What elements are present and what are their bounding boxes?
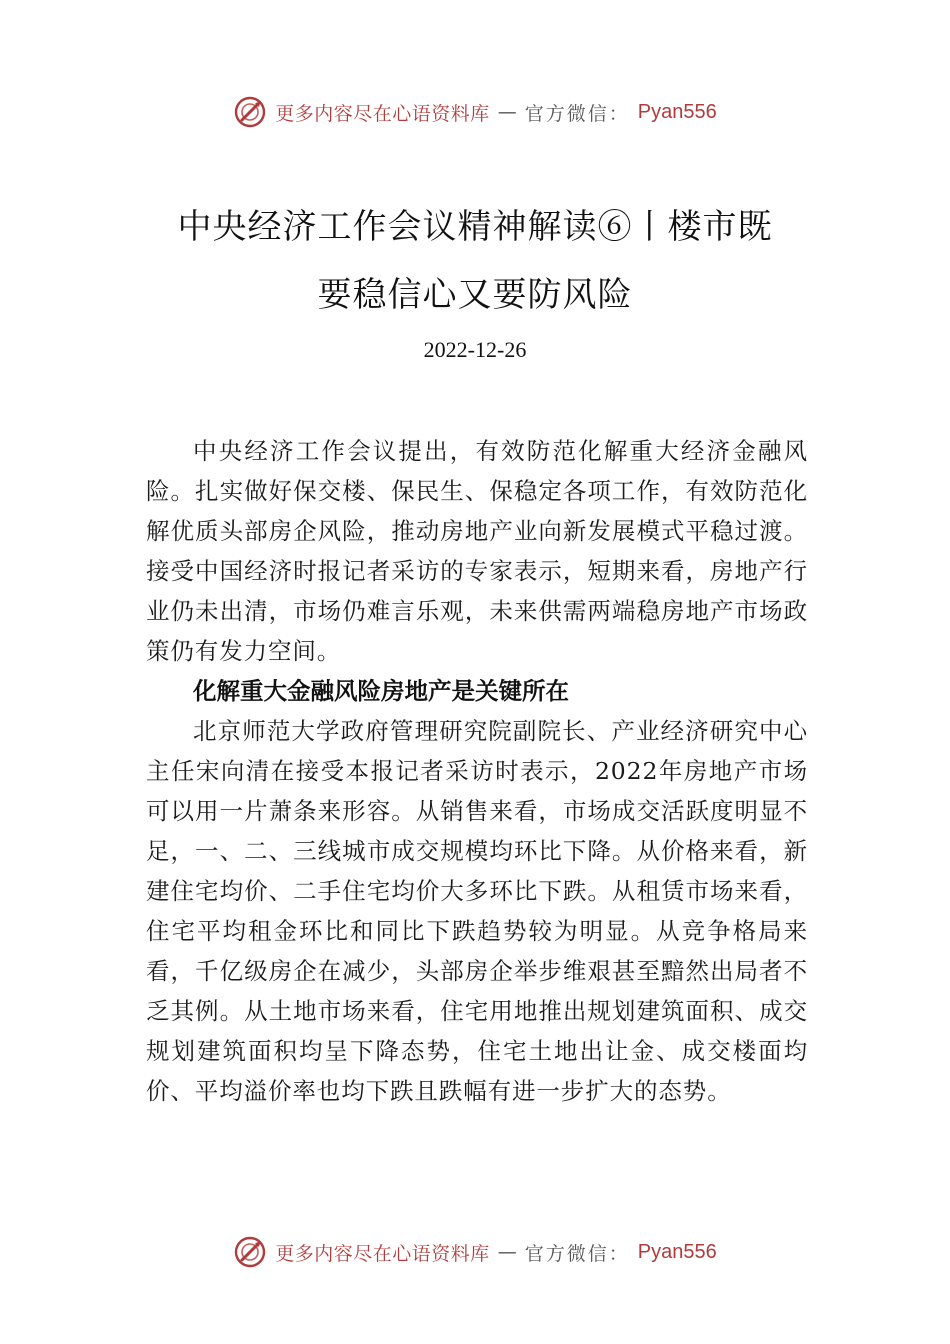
banner-title: 更多内容尽在心语资料库 xyxy=(275,102,490,125)
paragraph-intro: 中央经济工作会议提出，有效防范化解重大经济金融风险。扎实做好保交楼、保民生、保稳定各项工作，有效防范化解优质头部房企风险，推动房地产业向新发展模式平稳过渡。接受中国经济时报记者采访的专家表示，短期来看，房地产行业仍未出清，市场仍难言乐观，未来供需两端稳房地产市场政策仍有发力空间。 xyxy=(146,437,808,665)
banner-title: 更多内容尽在心语资料库 xyxy=(275,1242,490,1265)
banner-wechat-label: 官方微信： xyxy=(524,102,630,125)
header-banner xyxy=(0,92,950,132)
banner-wechat-id: Pyan556 xyxy=(637,1240,717,1263)
banner-separator: — xyxy=(497,101,517,123)
banner-wechat-id: Pyan556 xyxy=(637,100,717,123)
banner-separator: — xyxy=(497,1241,517,1263)
document-title-line-2: 要稳信心又要防风险 xyxy=(317,275,633,315)
banner-wechat-label: 官方微信： xyxy=(524,1242,630,1265)
brand-logo-icon xyxy=(233,95,267,129)
brand-logo-icon xyxy=(233,1235,267,1269)
article-body xyxy=(146,431,808,1111)
paragraph-analysis: 北京师范大学政府管理研究院副院长、产业经济研究中心主任宋向清在接受本报记者采访时表示，2022年房地产市场可以用一片萧条来形容。从销售来看，市场成交活跃度明显不足，一、二、三线城市成交规模均环比下降。从价格来看，新建住宅均价、二手住宅均价大多环比下跌。从租赁市场来看，住宅平均租金环比和同比下跌趋势较为明显。从竞争格局来看，千亿级房企在减少，头部房企举步维艰甚至黯然出局者不乏其例。从土地市场来看，住宅用地推出规划建筑面积、成交规划建筑面积均呈下降态势，住宅土地出让金、成交楼面均价、平均溢价率也均下跌且跌幅有进一步扩大的态势。 xyxy=(146,717,808,1105)
footer-banner xyxy=(0,1232,950,1272)
document-date: 2022-12-26 xyxy=(423,337,527,362)
section-heading: 化解重大金融风险房地产是关键所在 xyxy=(193,677,569,705)
document-title-line-1: 中央经济工作会议精神解读⑥丨楼市既 xyxy=(177,207,773,247)
